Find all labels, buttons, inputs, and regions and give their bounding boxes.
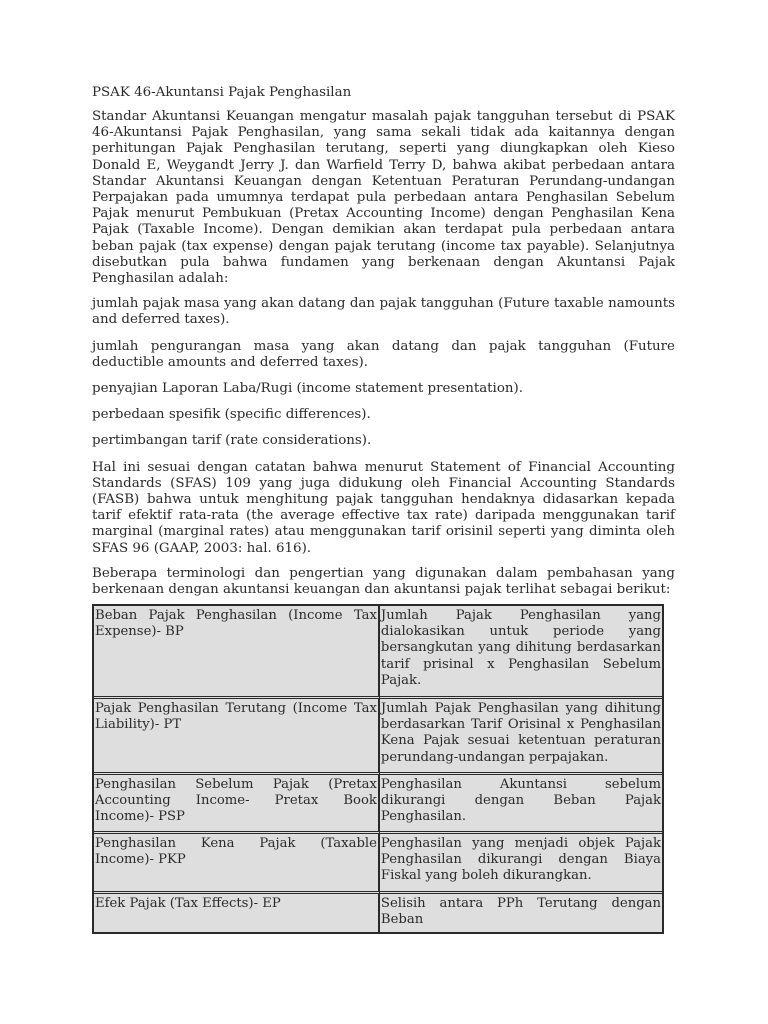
table-row — [94, 775, 662, 834]
definition-cell: Penghasilan yang menjadi objek Pajak Penghasilan dikurangi dengan Biaya Fiskal yang boleh dikurangkan. — [380, 834, 662, 894]
term-cell: Penghasilan Kena Pajak (Taxable Income)- PKP — [94, 834, 380, 894]
list-item: jumlah pajak masa yang akan datang dan pajak tangguhan (Future taxable namounts and deferred taxes). — [92, 296, 675, 328]
list-item: perbedaan spesifik (specific differences). — [92, 407, 371, 423]
definition-cell: Penghasilan Akuntansi sebelum dikurangi dengan Beban Pajak Penghasilan. — [380, 775, 662, 834]
term-cell: Beban Pajak Penghasilan (Income Tax Expense)- BP — [94, 606, 380, 699]
definition-cell: Jumlah Pajak Penghasilan yang dialokasikan untuk periode yang bersangkutan yang dihitung berdasarkan tarif prisinal x Penghasilan Sebelum Pajak. — [380, 606, 662, 699]
term-cell: Pajak Penghasilan Terutang (Income Tax Liability)- PT — [94, 699, 380, 775]
table-row — [94, 834, 662, 894]
document-page — [92, 84, 675, 607]
list-item: penyajian Laporan Laba/Rugi (income statement presentation). — [92, 381, 524, 397]
list-item: jumlah pengurangan masa yang akan datang dan pajak tangguhan (Future deductible amounts and deferred taxes). — [92, 338, 675, 370]
list-item: pertimbangan tarif (rate considerations). — [92, 433, 372, 449]
document-title: PSAK 46-Akuntansi Pajak Penghasilan — [92, 85, 352, 100]
term-cell: Efek Pajak (Tax Effects)- EP — [94, 894, 380, 932]
table-row — [94, 699, 662, 775]
term-cell: Penghasilan Sebelum Pajak (Pretax Accounting Income- Pretax Book Income)- PSP — [94, 775, 380, 834]
table-row — [94, 606, 662, 699]
table-row — [94, 894, 662, 932]
sfas-paragraph: Hal ini sesuai dengan catatan bahwa menurut Statement of Financial Accounting Standards (SFAS) 109 yang juga didukung oleh Financial Accounting Standards (FASB) bahwa untuk menghitung pajak tangguhan hendaknya didasarkan kepada tarif efektif rata-rata (the average effective tax rate) daripada menggunakan tarif marginal (marginal rates) atau menggunakan tarif orisinil seperti yang diminta oleh SFAS 96 (GAAP, 2003: hal. 616). — [92, 459, 675, 556]
terminology-table — [92, 604, 664, 934]
definition-cell: Selisih antara PPh Terutang dengan Beban — [380, 894, 662, 932]
definition-cell: Jumlah Pajak Penghasilan yang dihitung berdasarkan Tarif Orisinal x Penghasilan Kena Pajak sesuai ketentuan peraturan perundang-undangan perpajakan. — [380, 699, 662, 775]
terminology-intro-paragraph: Beberapa terminologi dan pengertian yang digunakan dalam pembahasan yang berkenaan dengan akuntansi keuangan dan akuntansi pajak terlihat sebagai berikut: — [92, 565, 675, 598]
intro-paragraph: Standar Akuntansi Keuangan mengatur masalah pajak tangguhan tersebut di PSAK 46-Akuntansi Pajak Penghasilan, yang sama sekali tidak ada kaitannya dengan perhitungan Pajak Penghasilan terutang, seperti yang diungkapkan oleh Kieso Donald E, Weygandt Jerry J. dan Warfield Terry D, bahwa akibat perbedaan antara Standar Akuntansi Keuangan dengan Ketentuan Peraturan Perundang-undangan Perpajakan pada umumnya terdapat pula perbedaan antara Penghasilan Sebelum Pajak menurut Pembukuan (Pretax Accounting Income) dengan Penghasilan Kena Pajak (Taxable Income). Dengan demikian akan terdapat pula perbedaan antara beban pajak (tax expense) dengan pajak terutang (income tax payable). Selanjutnya disebutkan pula bahwa fundamen yang berkenaan dengan Akuntansi Pajak Penghasilan adalah: — [92, 109, 675, 287]
